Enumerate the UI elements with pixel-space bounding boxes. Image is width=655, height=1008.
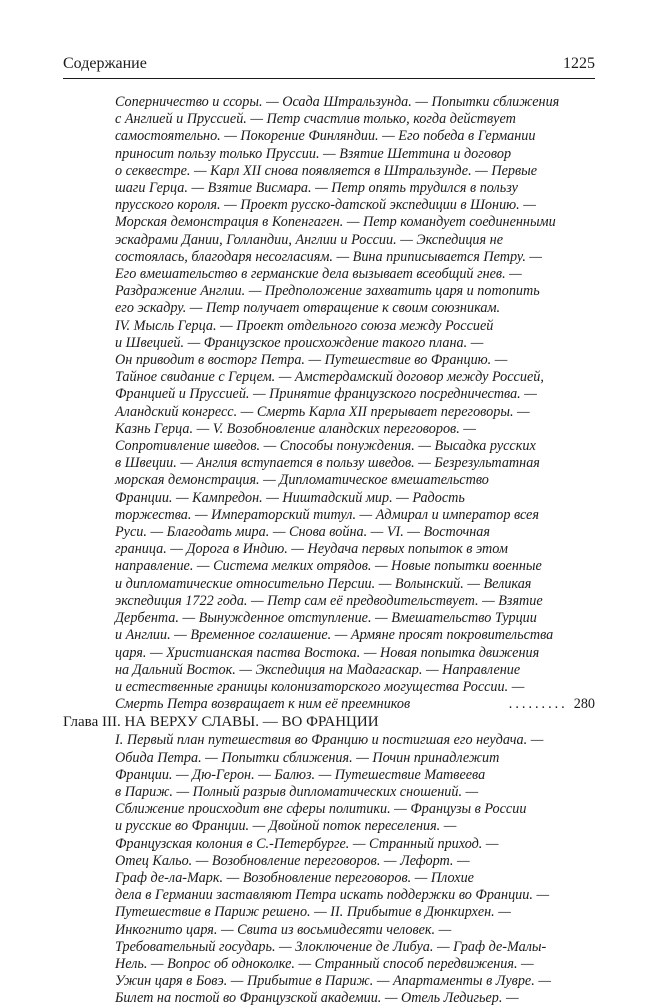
summary-line: шаги Герца. — Взятие Висмара. — Петр опять трудился в пользу [115,180,518,197]
summary-line: дела в Германии заставляют Петра искать поддержки во Франции. — [115,887,550,904]
summary-line: Ужин царя в Бовэ. — Прибытие в Париж. — Апартаменты в Лувре. — [115,973,551,990]
summary-line: направление. — Система мелких отрядов. — Новые попытки военные [115,558,542,575]
toc-entry-summary-chapter-3 [115,732,595,1007]
summary-line: и дипломатические относительно Персии. — Волынский. — Великая [115,575,532,592]
summary-line: Нель. — Вопрос об одноколке. — Странный способ передвижения. — [115,955,534,972]
summary-line: царя. — Христианская паства Востока. — Новая попытка движения [115,644,540,661]
summary-line: состоялась, благодаря несогласиям. — Вина приписывается Петру. — [115,248,543,265]
summary-line: Сближение происходит вне сферы политики. — Французы в России [115,801,527,818]
summary-line: Францией и Пруссией. — Принятие французского посредничества. — [115,386,537,403]
entry-page-number: 280 [573,696,595,713]
summary-line: Франции. — Дю-Герон. — Балюз. — Путешествие Матвеева [115,766,486,783]
summary-line: IV. Мысль Герца. — Проект отдельного союза между Россией [115,317,494,334]
dot-leader: ......... [508,696,568,713]
summary-line: прусского короля. — Проект русско-датской экспедиции в Шонию. — [115,197,536,214]
summary-line: Граф де-ла-Марк. — Возобновление переговоров. — Плохие [115,869,474,886]
summary-line: Французская колония в С.-Петербурге. — Странный приход. — [115,835,499,852]
summary-line: граница. — Дорога в Индию. — Неудача первых попыток в этом [115,541,508,558]
summary-line: с Англией и Пруссией. — Петр счастлив только, когда действует [115,111,516,128]
header-rule [63,78,595,79]
summary-line: торжества. — Императорский титул. — Адмирал и император всея [115,506,539,523]
summary-line: в Швеции. — Англия вступается в пользу шведов. — Безрезультатная [115,455,540,472]
summary-line: и Швецией. — Французское происхождение такого плана. — [115,334,484,351]
summary-line: Соперничество и ссоры. — Осада Штральзунда. — Попытки сближения [115,94,560,110]
summary-line: Морская демонстрация в Копенгаген. — Петр командует соединенными [115,214,556,231]
summary-line: его эскадру. — Петр получает отвращение к своим союзникам. [115,300,501,317]
summary-line: Требовательный государь. — Злоключение де Либуа. — Граф де-Малы- [115,938,547,955]
summary-line: Отец Кальо. — Возобновление переговоров. — Лефорт. — [115,852,470,869]
chapter-heading: Глава III. НА ВЕРХУ СЛАВЫ. — ВО ФРАНЦИИ [63,714,379,731]
summary-line: эскадрами Дании, Голландии, Англии и России. — Экспедиция не [115,231,504,248]
summary-line: Путешествие в Париж решено. — II. Прибытие в Дюнкирхен. — [115,904,511,921]
summary-line: Казнь Герца. — V. Возобновление аландских переговоров. — [115,420,476,437]
summary-line: Тайное свидание с Герцем. — Амстердамский договор между Россией, [115,369,544,386]
summary-line: Аландский конгресс. — Смерть Карла XII прерывает переговоры. — [115,403,530,420]
summary-line: о секвестре. — Карл XII снова появляется в Штральзунде. — Первые [115,162,538,179]
summary-line: самостоятельно. — Покорение Финляндии. — Его победа в Германии [115,128,536,145]
summary-line: приносит пользу только Пруссии. — Взятие Шеттина и договор [115,145,512,162]
entry-text: Смерть Петра возвращает к ним её преемников [115,696,411,713]
summary-line: и русские во Франции. — Двойной поток переселения. — [115,818,457,835]
summary-line: Инкогнито царя. — Свита из восьмидесяти человек. — [115,921,452,938]
summary-line: Он приводит в восторг Петра. — Путешествие во Францию. — [115,352,508,369]
running-head [63,54,595,74]
summary-line: морская демонстрация. — Дипломатическое вмешательство [115,472,489,489]
summary-line: Дербента. — Вынужденное отступление. — Вмешательство Турции [115,610,537,627]
summary-line: Руси. — Благодать мира. — Снова война. — VI. — Восточная [115,524,490,541]
summary-line: Обида Петра. — Попытки сближения. — Почин принадлежит [115,749,500,766]
summary-line: I. Первый план путешествия во Францию и постигшая его неудача. — [115,732,544,749]
summary-line: Франции. — Кампредон. — Ништадский мир. — Радость [115,489,465,506]
toc-entry-last-line [115,696,595,713]
summary-line: и естественные границы колонизаторского могущества России. — [115,678,525,695]
summary-line: Сопротивление шведов. — Способы понуждения. — Высадка русских [115,438,536,455]
summary-line: и Англии. — Временное соглашение. — Армяне просят покровительства [115,627,554,644]
summary-line: в Париж. — Полный разрыв дипломатических сношений. — [115,783,479,800]
section-title: Содержание [63,55,147,72]
toc-entry-summary [115,94,595,696]
summary-line: экспедиция 1722 года. — Петр сам её предводительствует. — Взятие [115,592,543,609]
summary-line: на Дальний Восток. — Экспедиция на Мадагаскар. — Направление [115,661,521,678]
page-number: 1225 [563,55,595,72]
summary-line: Раздражение Англии. — Предположение захватить царя и потопить [115,283,540,300]
summary-line: Билет на постой во Французской академии. — Отель Ледигьер. — [115,990,519,1007]
summary-line: Его вмешательство в германские дела вызывает всеобщий гнев. — [115,266,522,283]
toc-content [63,94,595,1008]
